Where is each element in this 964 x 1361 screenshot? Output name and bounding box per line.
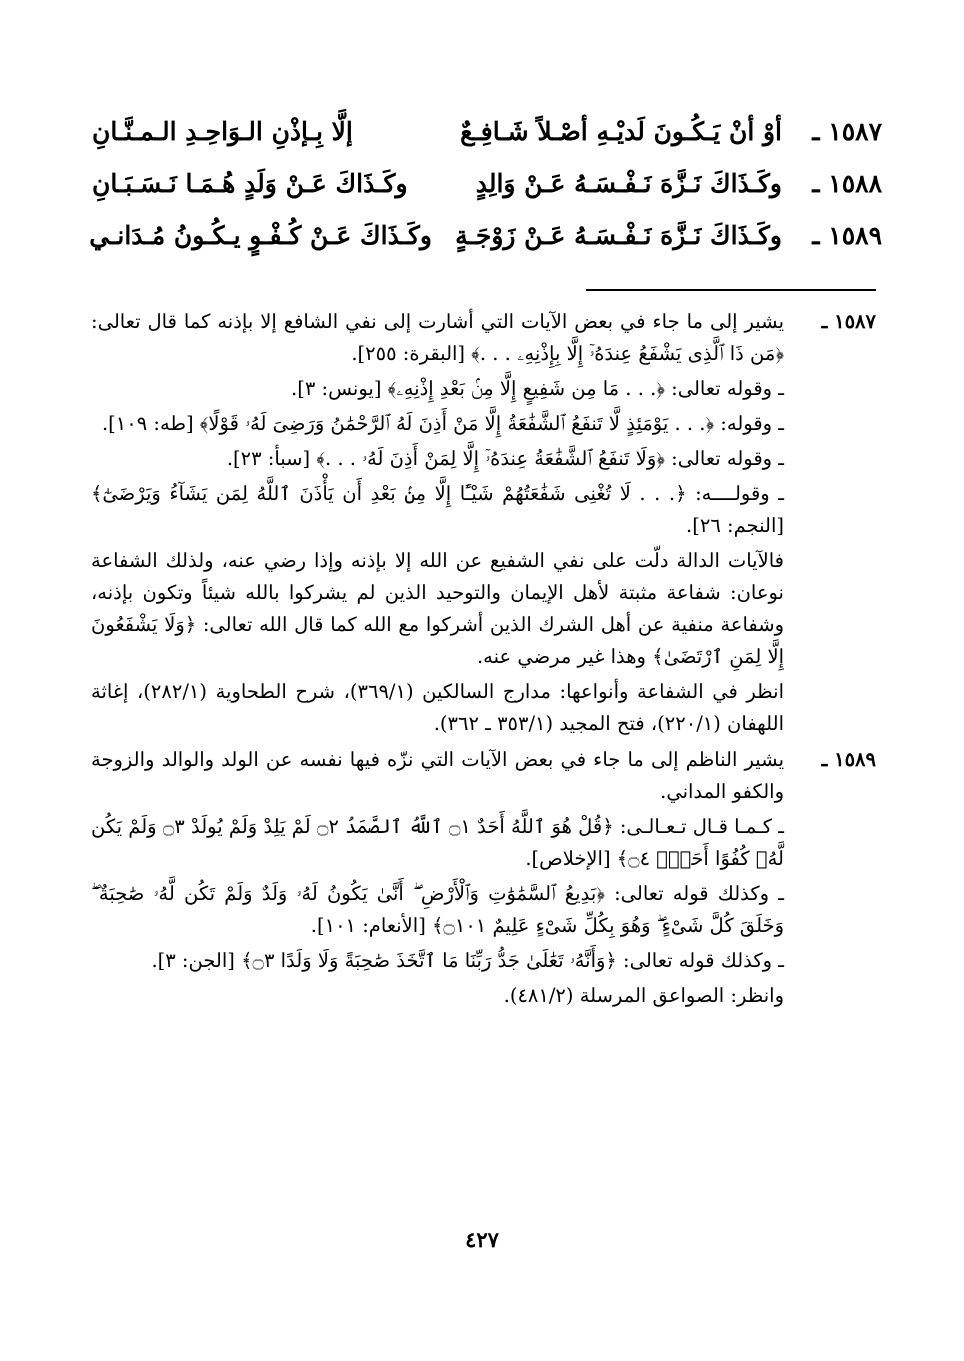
page-number: ٤٢٧ [465,1227,499,1252]
footnote-intro: يشير إلى ما جاء في بعض الآيات التي أشارت إلى نفي الشافع إلا بإذنه كما قال تعالى: ﴿مَن ذَا ٱلَّذِى يَشْفَعُ عِندَهُۥٓ إِلَّا بِإِذْنِهِۦ . . .﴾ [البقرة: ٢٥٥]. [91,310,784,365]
quote-line: ـ وقوله: ﴿. . . يَوْمَئِذٍ لَّا تَنفَعُ ٱلشَّفَٰعَةُ إِلَّا مَنْ أَذِنَ لَهُ ٱلرَّحْمَٰنُ وَرَضِىَ لَهُۥ قَوْلًا﴾ [طه: ١٠٩]. [101,412,784,435]
quote-line: ـ كـمـا قـال تـعـالـى: ﴿قُلْ هُوَ ٱللَّهُ أَحَدٌ ۝١ ٱللَّهُ ٱلصَّمَدُ ۝٢ لَمْ يَلِدْ وَلَمْ يُولَدْ ۝٣ وَلَمْ يَكُن لَّهُۥ كُفُوًا أَحَدٌۢ ۝٤﴾ [الإخلاص]. [91,815,784,870]
references: انظر في الشفاعة وأنواعها: مدارج السالكين (٣٦٩/١)، شرح الطحاوية (٢٨٢/١)، إغاثة اللهفان (٢٢٠/١)، فتح المجيد (٣٥٣/١ ـ ٣٦٢). [91,680,784,735]
footnote-1589 [91,744,876,1012]
quote-line: ـ وقوله تعالى: ﴿. . . مَا مِن شَفِيعٍ إِلَّا مِنۢ بَعْدِ إِذْنِهِۦ﴾ [يونس: ٣]. [291,377,784,400]
footnotes [91,306,876,1015]
footnote-intro: يشير الناظم إلى ما جاء في بعض الآيات التي نزّه فيها نفسه عن الولد والوالد والزوجة والكفو المداني. [91,748,784,803]
verse-second-hemistich: إلَّا بِـإذْنِ الـوَاحِـدِ الـمـنَّـانِ [92,117,353,146]
verse-second-hemistich: وكَـذَاكَ عَـنْ كُـفْـوٍ يـكُـونُ مُـدَانـي [89,221,432,250]
verse-1589 [89,216,882,268]
explanation-paragraph: فالآيات الدالة دلّت على نفي الشفيع عن الله إلا بإذنه وإذا رضي عنه، ولذلك الشفاعة نوعان: شفاعة مثبتة لأهل الإيمان والتوحيد الذين لم يشركوا بالله شيئاً وتكون بإذنه، وشفاعة منفية عن أهل الشرك الذين أشركوا مع الله كما قال الله تعالى: ﴿وَلَا يَشْفَعُونَ إِلَّا لِمَنِ ٱرْتَضَىٰ﴾ وهذا غير مرضي عنه. [91,549,784,668]
verse-number: ١٥٨٨ ـ [812,169,882,198]
quote-line: ـ وقولــــه: ﴿. . . لَا تُغْنِى شَفَٰعَتُهُمْ شَيْـًٔا إِلَّا مِنۢ بَعْدِ أَن يَأْذَنَ ٱللَّهُ لِمَن يَشَآءُ وَيَرْضَىٰٓ﴾ [النجم: ٢٦]. [91,482,784,537]
poem-verses [89,112,882,268]
footnote-separator [586,289,876,291]
verse-number: ١٥٨٩ ـ [812,221,882,250]
verse-1587 [92,112,882,164]
verse-first-hemistich: وكَـذَاكَ نَـزَّهَ نَـفْـسَـهُ عَـنْ زَوْجَـةٍ [455,221,782,250]
footnote-number: ١٥٨٧ ـ [821,310,876,333]
references: وانظر: الصواعق المرسلة (٤٨١/٢). [503,984,784,1007]
verse-1588 [92,164,882,216]
verse-first-hemistich: أوْ أنْ يَـكُـونَ لَديْـهِ أصْـلاً شَـافِـعٌ [460,117,782,146]
verse-number: ١٥٨٧ ـ [812,117,882,146]
footnote-1587 [91,306,876,542]
quote-line: ـ وقوله تعالى: ﴿وَلَا تَنفَعُ ٱلشَّفَٰعَةُ عِندَهُۥٓ إِلَّا لِمَنْ أَذِنَ لَهُۥ . . .﴾ [سبأ: ٢٣]. [226,447,784,470]
quote-line: ـ وكذلك قوله تعالى: ﴿بَدِيعُ ٱلسَّمَٰوَٰتِ وَٱلْأَرْضِ ۖ أَنَّىٰ يَكُونُ لَهُۥ وَلَدٌ وَلَمْ تَكُن لَّهُۥ صَٰحِبَةٌ ۖ وَخَلَقَ كُلَّ شَىْءٍ ۖ وَهُوَ بِكُلِّ شَىْءٍ عَلِيمٌ ۝١٠١﴾ [الأنعام: ١٠١]. [91,882,784,937]
footnote-continuation [91,545,876,740]
verse-second-hemistich: وكَـذَاكَ عَـنْ وَلَدٍ هُـمَـا نَـسَـبَـانِ [92,169,408,198]
footnote-number: ١٥٨٩ ـ [821,748,876,771]
verse-first-hemistich: وكَـذَاكَ نَـزَّهَ نَـفْـسَـهُ عَـنْ وَالِدٍ [475,169,782,198]
quote-line: ـ وكذلك قوله تعالى: ﴿وَأَنَّهُۥ تَعَٰلَىٰ جَدُّ رَبِّنَا مَا ٱتَّخَذَ صَٰحِبَةً وَلَا وَلَدًا ۝٣﴾ [الجن: ٣]. [151,949,784,972]
